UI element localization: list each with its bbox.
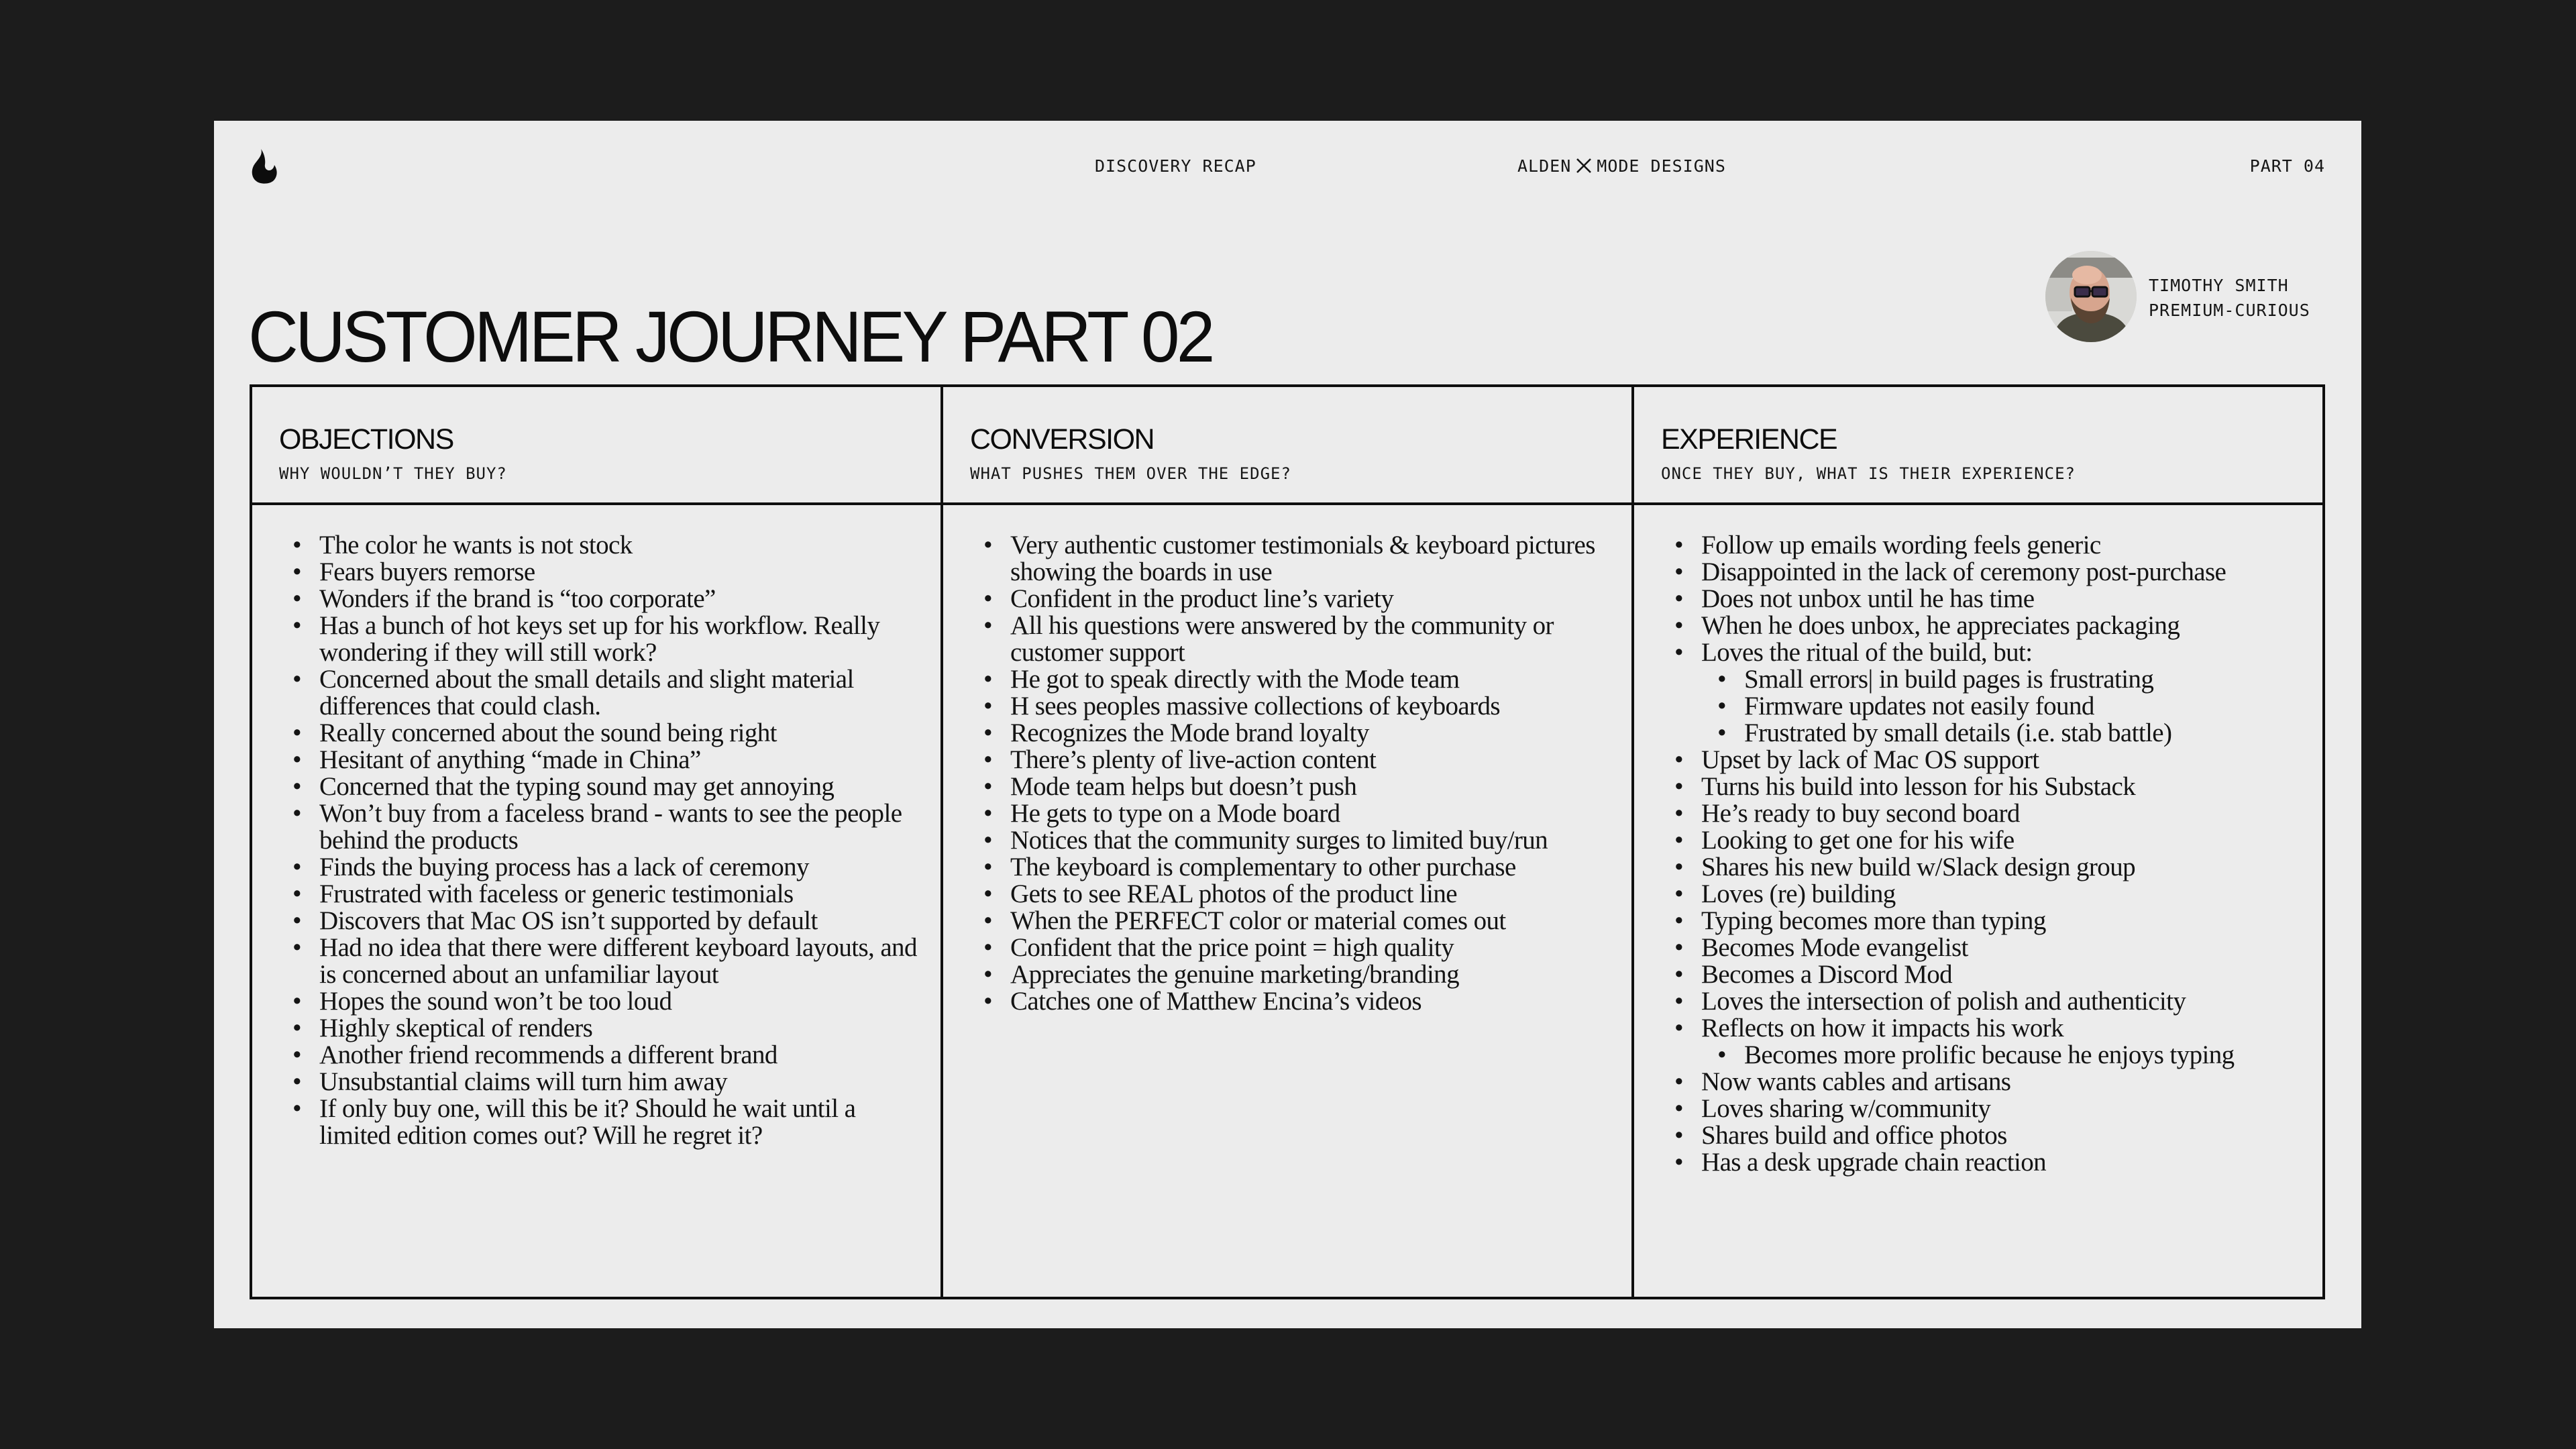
list-item: • Frustrated with faceless or generic testimonials [279,881,927,908]
list-item: • Loves the ritual of the build, but: [1661,639,2309,666]
list-item: • He’s ready to buy second board [1661,800,2309,827]
list-item: • Loves (re) building [1661,881,2309,908]
list-item: • The keyboard is complementary to other purchase [970,854,1618,881]
column-title: EXPERIENCE [1661,423,1837,455]
list-item: • Appreciates the genuine marketing/branding [970,961,1618,988]
flame-icon [250,148,279,185]
list-item: • Becomes a Discord Mod [1661,961,2309,988]
part-label: PART 04 [2249,156,2325,176]
list-item: • Has a bunch of hot keys set up for his workflow. Really wondering if they will still work? [279,612,927,666]
journey-table [250,384,2325,1299]
column-subtitle: ONCE THEY BUY, WHAT IS THEIR EXPERIENCE? [1661,464,2076,483]
list-item: • Shares build and office photos [1661,1122,2309,1149]
list-item: • H sees peoples massive collections of keyboards [970,693,1618,720]
column-title: CONVERSION [970,423,1155,455]
list-item: • Confident that the price point = high quality [970,934,1618,961]
list-item: • Upset by lack of Mac OS support [1661,747,2309,773]
list-item: • Notices that the community surges to limited buy/run [970,827,1618,854]
list-item: • Very authentic customer testimonials & keyboard pictures showing the boards in use [970,532,1618,586]
list-item: • Concerned that the typing sound may get annoying [279,773,927,800]
list-item: • When he does unbox, he appreciates packaging [1661,612,2309,639]
list-item: • Looking to get one for his wife [1661,827,2309,854]
list-subitem: • Becomes more prolific because he enjoys typing [1661,1042,2309,1069]
column-header-objections [252,387,943,505]
list-item: • Turns his build into lesson for his Substack [1661,773,2309,800]
list-item: • Concerned about the small details and slight material differences that could clash. [279,666,927,720]
slide [214,121,2361,1328]
list-item: • Really concerned about the sound being right [279,720,927,747]
column-subtitle: WHAT PUSHES THEM OVER THE EDGE? [970,464,1291,483]
list-item: • Won’t buy from a faceless brand - wants to see the people behind the products [279,800,927,854]
list-item: • Discovers that Mac OS isn’t supported by default [279,908,927,934]
list-subitem: • Small errors| in build pages is frustrating [1661,666,2309,693]
list-item: • Hopes the sound won’t be too loud [279,988,927,1015]
column-header-experience [1634,387,2322,505]
persona-photo-icon [2045,251,2137,342]
list-item: • Confident in the product line’s variety [970,586,1618,612]
list-item: • He gets to type on a Mode board [970,800,1618,827]
list-subitem: • Firmware updates not easily found [1661,693,2309,720]
persona-segment: PREMIUM-CURIOUS [2149,301,2310,320]
list-item: • Unsubstantial claims will turn him away [279,1069,927,1095]
experience-list [1661,532,2309,1176]
column-subtitle: WHY WOULDN’T THEY BUY? [279,464,507,483]
collab-left: ALDEN [1517,156,1572,176]
conversion-list [970,532,1618,1015]
list-item: • Shares his new build w/Slack design group [1661,854,2309,881]
list-item: • Now wants cables and artisans [1661,1069,2309,1095]
objections-list [279,532,927,1149]
column-header-conversion [943,387,1634,505]
list-item: • Wonders if the brand is “too corporate” [279,586,927,612]
persona-text [2149,273,2310,323]
list-item: • Catches one of Matthew Encina’s videos [970,988,1618,1015]
collab-right: MODE DESIGNS [1597,156,1726,176]
avatar [2045,251,2137,342]
list-item: • Typing becomes more than typing [1661,908,2309,934]
list-item: • Another friend recommends a different brand [279,1042,927,1069]
column-title: OBJECTIONS [279,423,453,455]
list-item: • If only buy one, will this be it? Should he wait until a limited edition comes out? Will he regret it? [279,1095,927,1149]
list-item: • Highly skeptical of renders [279,1015,927,1042]
list-item: • Had no idea that there were different keyboard layouts, and is concerned about an unfamiliar layout [279,934,927,988]
list-item: • Disappointed in the lack of ceremony post-purchase [1661,559,2309,586]
list-item: • Loves sharing w/community [1661,1095,2309,1122]
list-item: • The color he wants is not stock [279,532,927,559]
list-item: • There’s plenty of live-action content [970,747,1618,773]
list-item: • Loves the intersection of polish and authenticity [1661,988,2309,1015]
collab-label [1517,156,1726,176]
list-item: • Does not unbox until he has time [1661,586,2309,612]
list-item: • Finds the buying process has a lack of ceremony [279,854,927,881]
list-item: • He got to speak directly with the Mode team [970,666,1618,693]
persona-name: TIMOTHY SMITH [2149,276,2289,295]
list-item: • Has a desk upgrade chain reaction [1661,1149,2309,1176]
list-item: • Gets to see REAL photos of the product line [970,881,1618,908]
list-item: • Fears buyers remorse [279,559,927,586]
list-item: • All his questions were answered by the community or customer support [970,612,1618,666]
list-item: • Follow up emails wording feels generic [1661,532,2309,559]
page-title: CUSTOMER JOURNEY PART 02 [248,296,1212,378]
list-subitem: • Frustrated by small details (i.e. stab battle) [1661,720,2309,747]
list-item: • Recognizes the Mode brand loyalty [970,720,1618,747]
column-body-conversion [943,505,1634,1297]
list-item: • Reflects on how it impacts his work [1661,1015,2309,1042]
column-body-objections [252,505,943,1297]
x-icon [1575,157,1593,174]
list-item: • Hesitant of anything “made in China” [279,747,927,773]
list-item: • Becomes Mode evangelist [1661,934,2309,961]
list-item: • When the PERFECT color or material comes out [970,908,1618,934]
section-label: DISCOVERY RECAP [1095,156,1256,176]
list-item: • Mode team helps but doesn’t push [970,773,1618,800]
column-body-experience [1634,505,2322,1297]
